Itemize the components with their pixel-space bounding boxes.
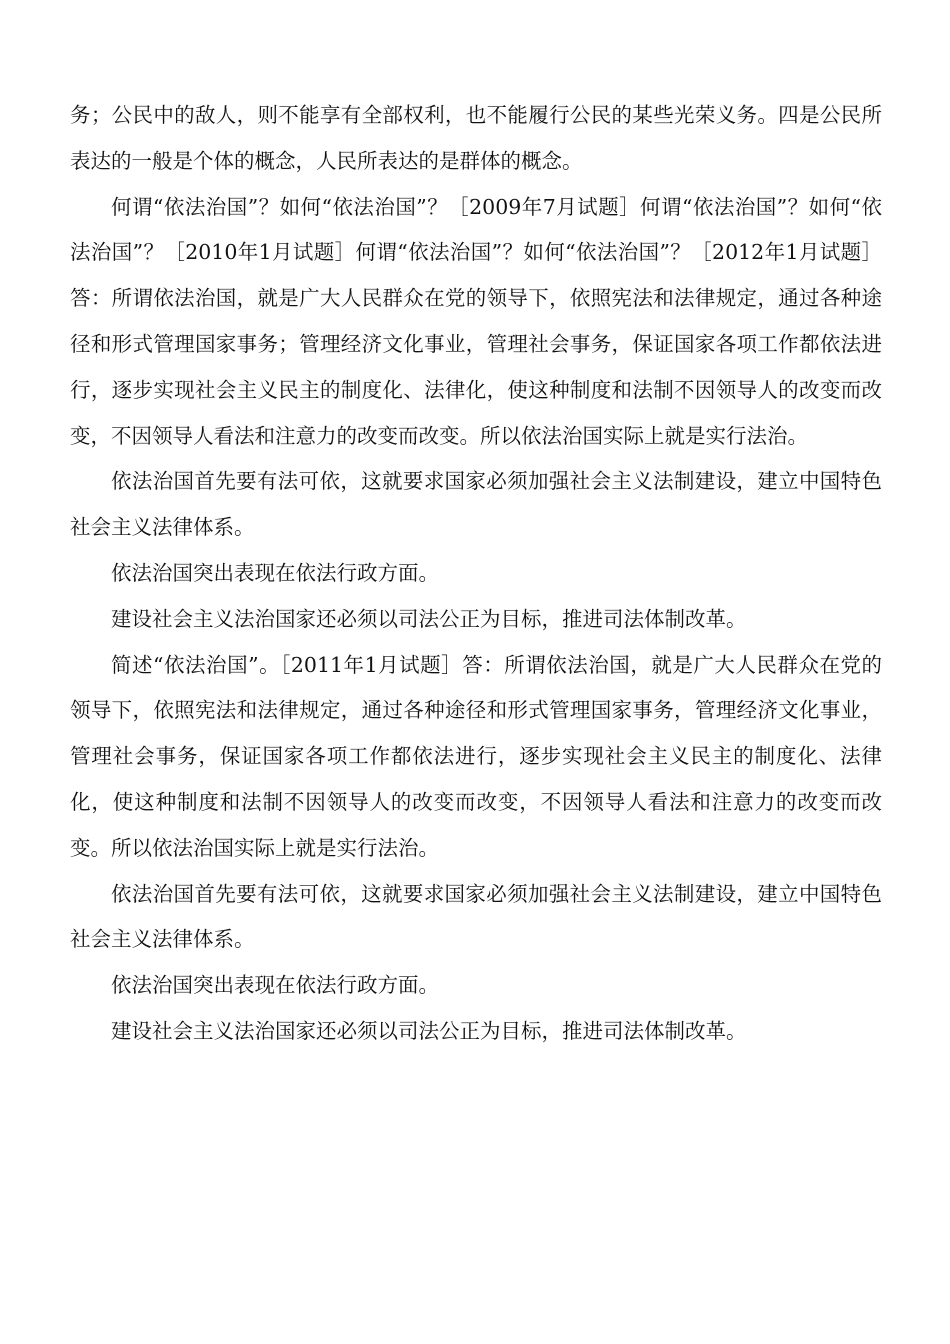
document-page <box>70 93 882 1055</box>
paragraph-5: 建设社会主义法治国家还必须以司法公正为目标，推进司法体制改革。 <box>111 606 747 631</box>
paragraph-8: 依法治国突出表现在依法行政方面。 <box>111 973 439 998</box>
paragraph-2: 何谓“依法治国”？如何“依法治国”？［2009年7月试题］何谓“依法治国”？如何“依法治国”？［2010年1月试题］何谓“依法治国”？如何“依法治国”？［2012年1月试题］答：所谓依法治国，就是广大人民群众在党的领导下，依照宪法和法律规定，通过各种途径和形式管理国家事务；管理经济文化事业，管理社会事务，保证国家各项工作都依法进行，逐步实现社会主义民主的制度化、法律化，使这种制度和法制不因领导人的改变而改变，不因领导人看法和注意力的改变而改变。所以依法治国实际上就是实行法治。 <box>70 194 882 448</box>
paragraph-6: 简述“依法治国”。［2011年1月试题］答：所谓依法治国，就是广大人民群众在党的领导下，依照宪法和法律规定，通过各种途径和形式管理国家事务，管理经济文化事业，管理社会事务，保证国家各项工作都依法进行，逐步实现社会主义民主的制度化、法律化，使这种制度和法制不因领导人的改变而改变，不因领导人看法和注意力的改变而改变。所以依法治国实际上就是实行法治。 <box>70 652 882 860</box>
paragraph-9: 建设社会主义法治国家还必须以司法公正为目标，推进司法体制改革。 <box>111 1018 747 1043</box>
paragraph-4: 依法治国突出表现在依法行政方面。 <box>111 560 439 585</box>
paragraph-3: 依法治国首先要有法可依，这就要求国家必须加强社会主义法制建设，建立中国特色社会主义法律体系。 <box>70 469 882 540</box>
paragraph-7: 依法治国首先要有法可依，这就要求国家必须加强社会主义法制建设，建立中国特色社会主义法律体系。 <box>70 881 882 952</box>
paragraph-1: 务；公民中的敌人，则不能享有全部权利，也不能履行公民的某些光荣义务。四是公民所表达的一般是个体的概念，人民所表达的是群体的概念。 <box>70 103 882 173</box>
